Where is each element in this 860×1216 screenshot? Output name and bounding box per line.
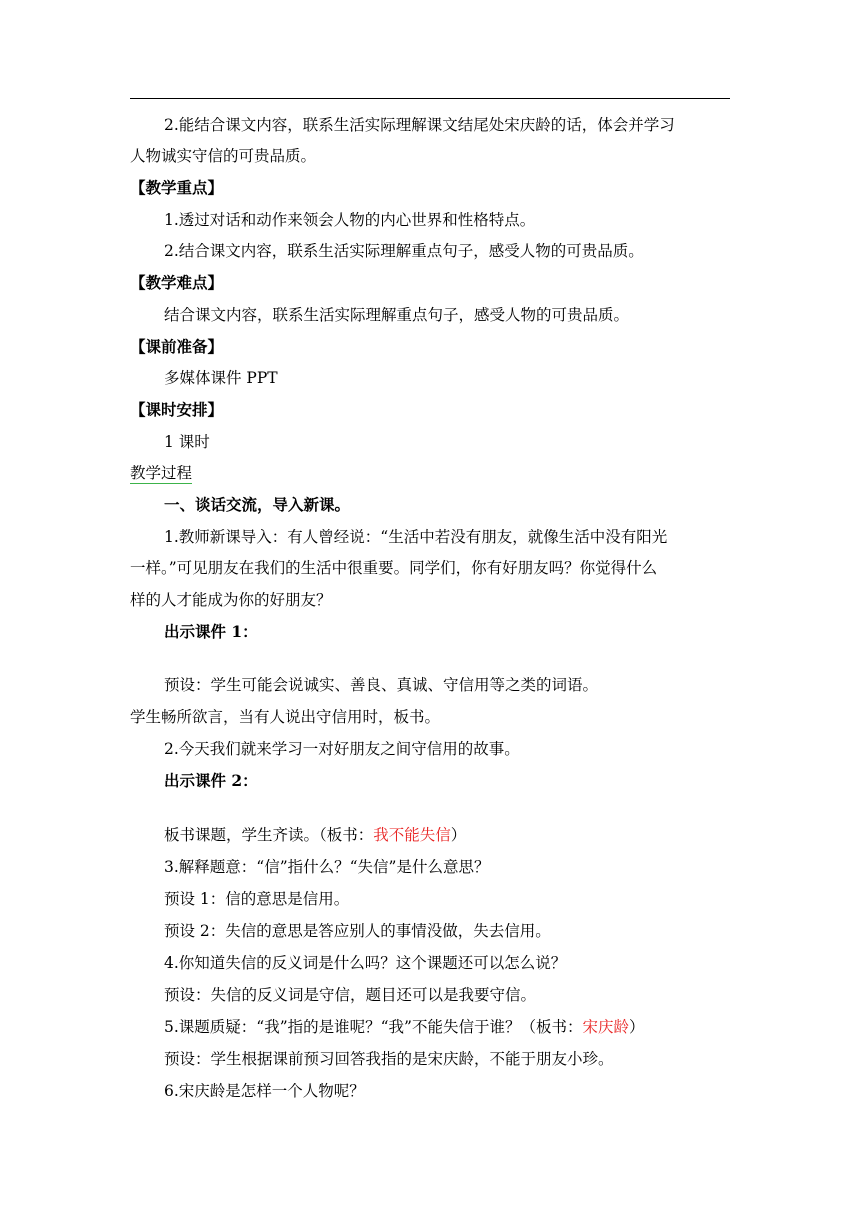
board-title-line bbox=[164, 824, 466, 846]
preset-antonym-line: 预设：失信的反义词是守信，题目还可以是我要守信。 bbox=[164, 986, 537, 1004]
preset-line-2: 学生畅所欲言，当有人说出守信用时，板书。 bbox=[130, 708, 441, 726]
difficulty-item: 结合课文内容，联系生活实际理解重点句子，感受人物的可贵品质。 bbox=[164, 306, 630, 324]
step-1-line-1: 1.教师新课导入：有人曾经说：“生活中若没有朋友，就像生活中没有阳光 bbox=[164, 528, 668, 546]
preparation-item: 多媒体课件 PPT bbox=[164, 369, 278, 387]
preset-line-1: 预设：学生可能会说诚实、善良、真诚、守信用等之类的词语。 bbox=[164, 676, 599, 694]
objective-2-line-1: 2.能结合课文内容，联系生活实际理解课文结尾处宋庆龄的话，体会并学习 bbox=[164, 116, 675, 134]
step-2-line: 2.今天我们就来学习一对好朋友之间守信用的故事。 bbox=[164, 740, 520, 758]
preset-answer-line: 预设：学生根据课前预习回答我指的是宋庆龄，不能于朋友小珍。 bbox=[164, 1050, 614, 1068]
step-5-highlight: 宋庆龄 bbox=[582, 1018, 630, 1036]
step-6-line: 6.宋庆龄是怎样一个人物呢？ bbox=[164, 1082, 365, 1100]
step-5-prefix: 5.课题质疑：“我”指的是谁呢？“我”不能失信于谁？（板书： bbox=[164, 1018, 583, 1036]
heading-schedule: 【课时安排】 bbox=[130, 400, 224, 419]
step-4-line: 4.你知道失信的反义词是什么吗？这个课题还可以怎么说？ bbox=[164, 954, 567, 972]
heading-teaching-difficulty: 【教学难点】 bbox=[130, 273, 224, 292]
heading-preparation: 【课前准备】 bbox=[130, 337, 224, 356]
header-rule bbox=[130, 98, 730, 99]
step-5-suffix: ） bbox=[629, 1018, 645, 1036]
step-5-line bbox=[164, 1016, 645, 1038]
focus-item-1: 1.透过对话和动作来领会人物的内心世界和性格特点。 bbox=[164, 211, 536, 229]
courseware-2-label: 出示课件 2： bbox=[164, 771, 258, 790]
heading-teaching-focus: 【教学重点】 bbox=[130, 178, 224, 197]
preset-1-line: 预设 1：信的意思是信用。 bbox=[164, 890, 350, 908]
focus-item-2: 2.结合课文内容，联系生活实际理解重点句子，感受人物的可贵品质。 bbox=[164, 242, 644, 260]
objective-2-line-2: 人物诚实守信的可贵品质。 bbox=[130, 147, 317, 165]
heading-teaching-process bbox=[130, 462, 192, 484]
teaching-process-label: 教学过程 bbox=[130, 464, 193, 482]
board-title-prefix: 板书课题，学生齐读。（板书： bbox=[164, 826, 374, 844]
courseware-1-label: 出示课件 1： bbox=[164, 622, 258, 641]
step-3-line: 3.解释题意：“信”指什么？“失信”是什么意思？ bbox=[164, 858, 490, 876]
step-1-line-3: 样的人才能成为你的好朋友？ bbox=[130, 591, 332, 609]
section-1-title: 一、谈话交流，导入新课。 bbox=[164, 495, 351, 514]
step-1-line-2: 一样。”可见朋友在我们的生活中很重要。同学们，你有好朋友吗？你觉得什么 bbox=[130, 559, 658, 577]
board-title-suffix: ） bbox=[450, 826, 467, 844]
schedule-item: 1 课时 bbox=[164, 433, 210, 451]
board-title-highlight: 我不能失信 bbox=[373, 826, 451, 844]
preset-2-line: 预设 2：失信的意思是答应别人的事情没做，失去信用。 bbox=[164, 922, 551, 940]
